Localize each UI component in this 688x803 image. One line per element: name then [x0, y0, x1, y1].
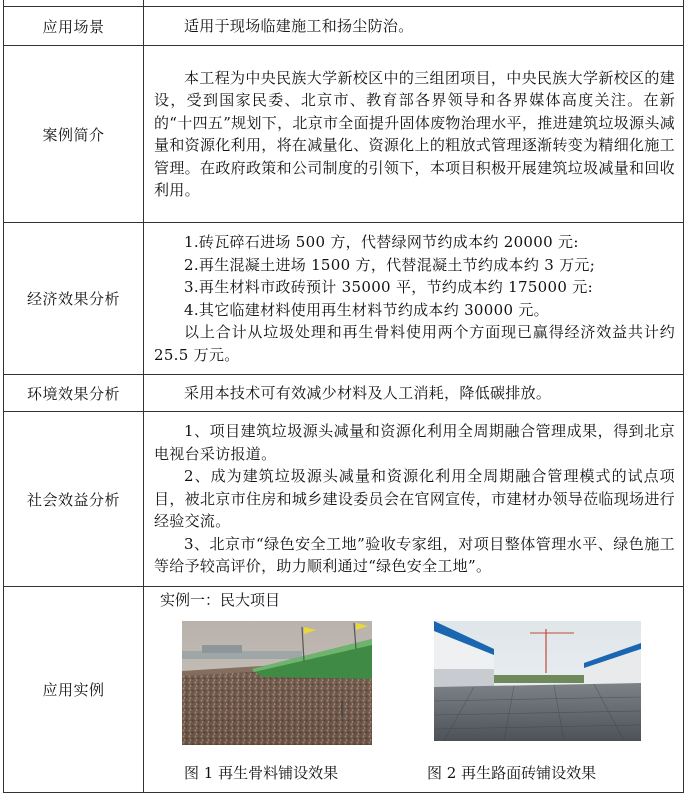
case-text: 本工程为中央民族大学新校区中的三组团项目，中央民族大学新校区的建设，受到国家民委、北京市、教育部各界领导和各界媒体高度关注。在新的“十四五”规划下，北京市全面提升固体废物治理水平，推进建筑垃圾源头减量和资源化利用，将在减量化、资源化上的粗放式管理逐渐转变为精细化施工管理。在政府政策和公司制度的引领下，本项目积极开展建筑垃圾减量和回收利用。 — [154, 68, 675, 199]
figure-1-photo — [182, 621, 372, 745]
label-examples: 应用实例 — [4, 587, 144, 793]
economic-item: 3.再生材料市政砖预计 35000 平，节约成本约 175000 元: — [184, 278, 593, 296]
row-examples — [4, 587, 684, 793]
label-scenario: 应用场景 — [4, 7, 144, 46]
social-item: 1、项目建筑垃圾源头减量和资源化利用全周期融合管理成果，得到北京电视台采访报道。 — [154, 422, 675, 463]
social-item: 2、成为建筑垃圾源头减量和资源化利用全周期融合管理模式的试点项目，被北京市住房和城乡建设委员会在官网宣传，市建材办领导莅临现场进行经验交流。 — [154, 467, 675, 531]
economic-item: 2.再生混凝土进场 1500 方，代替混凝土节约成本约 3 万元; — [184, 255, 596, 274]
examples-area — [144, 587, 683, 787]
content-scenario — [144, 7, 684, 46]
content-environment — [144, 375, 684, 412]
content-examples — [144, 587, 684, 793]
figure-1-caption: 图 1 再生骨料铺设效果 — [184, 764, 339, 782]
label-social: 社会效益分析 — [4, 412, 144, 587]
content-table — [3, 0, 684, 793]
content-economic — [144, 223, 684, 375]
recycled-aggregate-image — [182, 621, 372, 745]
social-item: 3、北京市“绿色安全工地”验收专家组，对项目整体管理水平、绿色施工等给予较高评价，助力顺利通过“绿色安全工地”。 — [154, 534, 675, 576]
content-case — [144, 46, 684, 223]
row-social — [4, 412, 684, 587]
economic-item: 1.砖瓦碎石进场 500 方，代替绿网节约成本约 20000 元: — [184, 233, 579, 251]
economic-summary: 以上合计从垃圾处理和再生骨料使用两个方面现已赢得经济效益共计约 25.5 万元。 — [154, 323, 675, 364]
recycled-paving-brick-image — [434, 621, 641, 741]
label-case: 案例简介 — [4, 46, 144, 223]
row-environment — [4, 375, 684, 412]
economic-item: 4.其它临建材料使用再生材料节约成本约 30000 元。 — [184, 300, 549, 319]
label-environment: 环境效果分析 — [4, 375, 144, 412]
figure-2-caption: 图 2 再生路面砖铺设效果 — [427, 764, 597, 782]
figure-2-photo — [434, 621, 641, 741]
content-social — [144, 412, 684, 587]
row-economic — [4, 223, 684, 375]
row-case — [4, 46, 684, 223]
scenario-text: 适用于现场临建施工和扬尘防治。 — [184, 16, 414, 35]
row-scenario — [4, 7, 684, 46]
label-economic: 经济效果分析 — [4, 223, 144, 375]
example-title: 实例一：民大项目 — [160, 591, 281, 609]
environment-text: 采用本技术可有效减少材料及人工消耗，降低碳排放。 — [184, 383, 552, 402]
